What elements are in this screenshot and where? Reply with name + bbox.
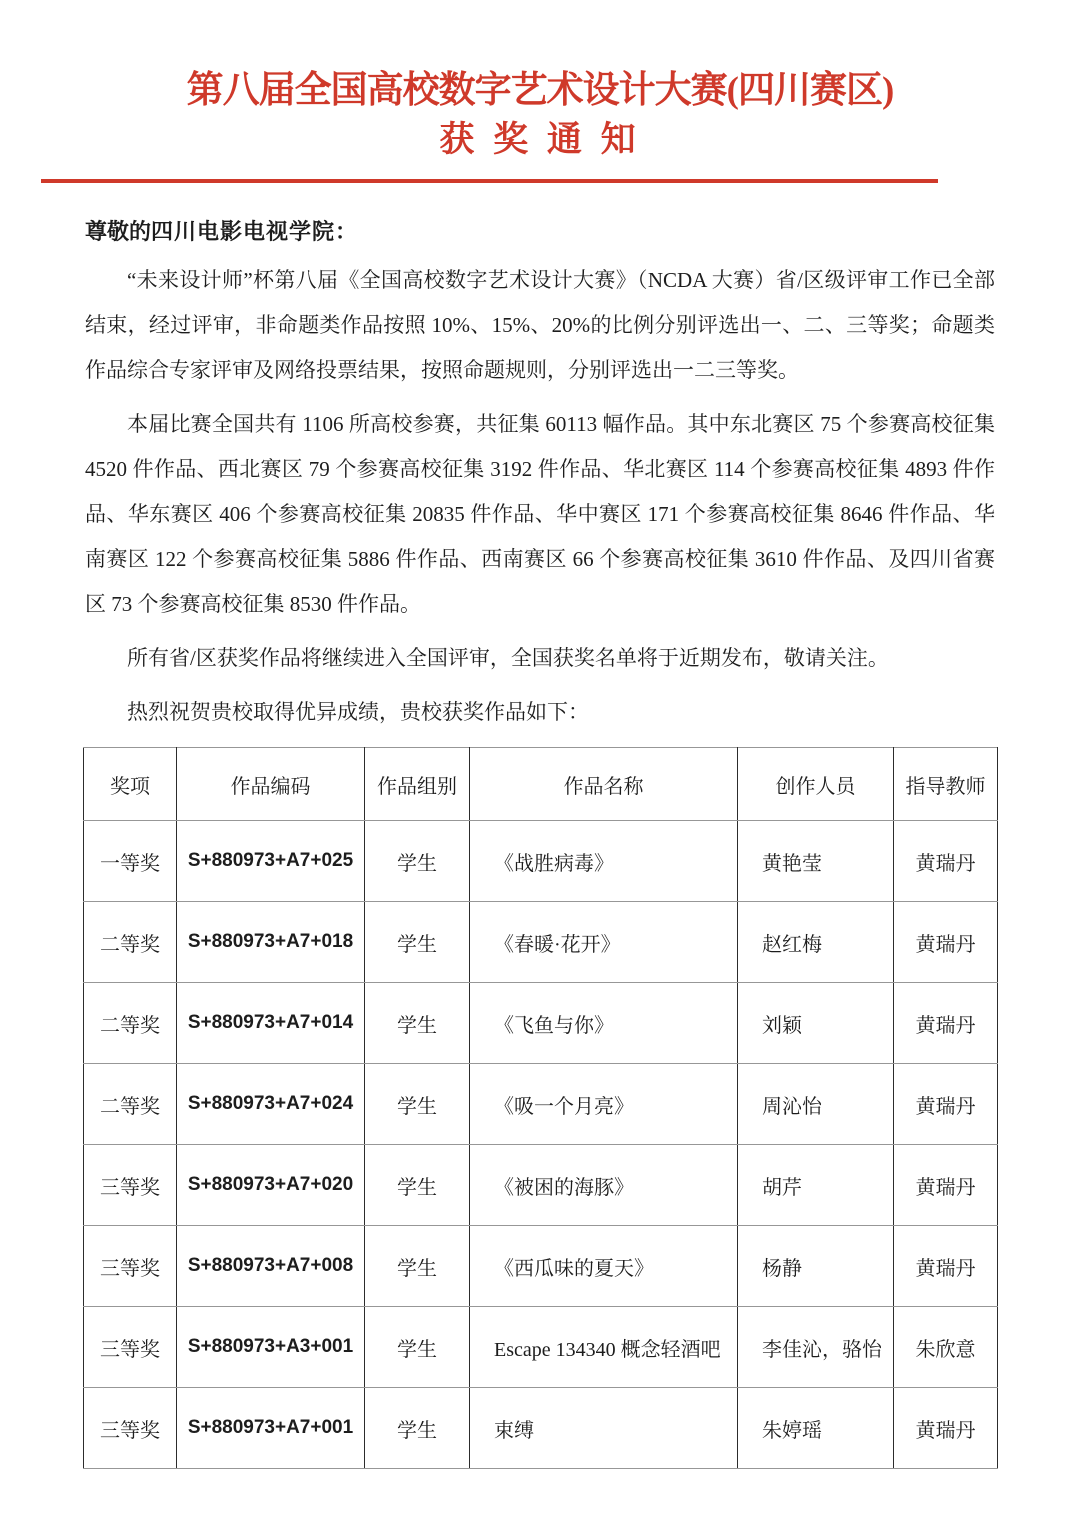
col-header-advisor: 指导教师 [894, 748, 998, 821]
cell-title: 《被困的海豚》 [470, 1145, 738, 1226]
cell-group: 学生 [365, 1226, 470, 1307]
cell-advisor: 黄瑞丹 [894, 983, 998, 1064]
cell-award: 三等奖 [84, 1307, 177, 1388]
cell-code: S+880973+A7+020 [177, 1145, 365, 1226]
cell-award: 二等奖 [84, 1064, 177, 1145]
table-row [84, 1064, 998, 1145]
col-header-group: 作品组别 [365, 748, 470, 821]
cell-advisor: 黄瑞丹 [894, 1388, 998, 1469]
cell-title: 束缚 [470, 1388, 738, 1469]
cell-group: 学生 [365, 1145, 470, 1226]
red-divider [41, 179, 938, 183]
page-title-line2: 获 奖 通 知 [439, 120, 641, 160]
cell-advisor: 朱欣意 [894, 1307, 998, 1388]
body-paragraph-review: “未来设计师”杯第八届《全国高校数字艺术设计大赛》（NCDA 大赛）省/区级评审工作已全部结束，经过评审，非命题类作品按照 10%、15%、20%的比例分别评选出一、二、三等奖；命题类作品综合专家评审及网络投票结果，按照命题规则，分别评选出一二三等奖。 [85, 268, 995, 382]
cell-title: 《飞鱼与你》 [470, 983, 738, 1064]
cell-advisor: 黄瑞丹 [894, 1145, 998, 1226]
cell-award: 二等奖 [84, 902, 177, 983]
table-row [84, 1145, 998, 1226]
cell-award: 二等奖 [84, 983, 177, 1064]
cell-code: S+880973+A7+008 [177, 1226, 365, 1307]
header-row [84, 748, 998, 821]
cell-advisor: 黄瑞丹 [894, 821, 998, 902]
cell-advisor: 黄瑞丹 [894, 1226, 998, 1307]
cell-code: S+880973+A3+001 [177, 1307, 365, 1388]
cell-group: 学生 [365, 1064, 470, 1145]
cell-code: S+880973+A7+024 [177, 1064, 365, 1145]
cell-title: Escape 134340 概念轻酒吧 [470, 1307, 738, 1388]
cell-award: 三等奖 [84, 1145, 177, 1226]
cell-group: 学生 [365, 821, 470, 902]
awards-table [83, 747, 998, 1469]
letter-body [85, 209, 995, 735]
cell-creators: 赵红梅 [738, 902, 894, 983]
cell-title: 《春暖·花开》 [470, 902, 738, 983]
cell-group: 学生 [365, 902, 470, 983]
col-header-creators: 创作人员 [738, 748, 894, 821]
cell-code: S+880973+A7+014 [177, 983, 365, 1064]
cell-advisor: 黄瑞丹 [894, 1064, 998, 1145]
table-row [84, 821, 998, 902]
cell-group: 学生 [365, 1388, 470, 1469]
cell-advisor: 黄瑞丹 [894, 902, 998, 983]
document-header [0, 0, 1080, 183]
table-row [84, 902, 998, 983]
cell-group: 学生 [365, 983, 470, 1064]
salutation-prefix: 尊敬的 [85, 219, 152, 244]
cell-code: S+880973+A7+025 [177, 821, 365, 902]
school-name: 四川电影电视学院： [151, 219, 359, 244]
col-header-code: 作品编码 [177, 748, 365, 821]
cell-title: 《西瓜味的夏天》 [470, 1226, 738, 1307]
body-paragraph-congratulations: 热烈祝贺贵校取得优异成绩，贵校获奖作品如下： [127, 700, 589, 724]
cell-code: S+880973+A7+018 [177, 902, 365, 983]
cell-award: 一等奖 [84, 821, 177, 902]
cell-code: S+880973+A7+001 [177, 1388, 365, 1469]
cell-title: 《吸一个月亮》 [470, 1064, 738, 1145]
col-header-title: 作品名称 [470, 748, 738, 821]
cell-creators: 刘颖 [738, 983, 894, 1064]
cell-creators: 李佳沁，骆怡 [738, 1307, 894, 1388]
table-row [84, 1226, 998, 1307]
cell-creators: 周沁怡 [738, 1064, 894, 1145]
body-paragraph-national-review: 所有省/区获奖作品将继续进入全国评审，全国获奖名单将于近期发布，敬请关注。 [127, 646, 889, 670]
page-title-line1: 第八届全国高校数字艺术设计大赛(四川赛区) [186, 70, 894, 111]
cell-title: 《战胜病毒》 [470, 821, 738, 902]
cell-creators: 杨静 [738, 1226, 894, 1307]
cell-creators: 朱婷瑶 [738, 1388, 894, 1469]
cell-creators: 胡芹 [738, 1145, 894, 1226]
salutation [85, 209, 995, 254]
col-header-award: 奖项 [84, 748, 177, 821]
awards-table-body [84, 821, 998, 1469]
table-row [84, 1388, 998, 1469]
cell-group: 学生 [365, 1307, 470, 1388]
cell-award: 三等奖 [84, 1226, 177, 1307]
table-row [84, 983, 998, 1064]
table-row [84, 1307, 998, 1388]
cell-creators: 黄艳莹 [738, 821, 894, 902]
cell-award: 三等奖 [84, 1388, 177, 1469]
body-paragraph-statistics: 本届比赛全国共有 1106 所高校参赛，共征集 60113 幅作品。其中东北赛区 75 个参赛高校征集 4520 件作品、西北赛区 79 个参赛高校征集 3192 件作品、华北赛区 114 个参赛高校征集 4893 件作品、华东赛区 406 个参赛高校征集 20835 件作品、华中赛区 171 个参赛高校征集 8646 件作品、华南赛区 122 个参赛高校征集 5886 件作品、西南赛区 66 个参赛高校征集 3610 件作品、及四川省赛区 73 个参赛高校征集 8530 件作品。 [85, 412, 995, 616]
awards-table-head [84, 748, 998, 821]
